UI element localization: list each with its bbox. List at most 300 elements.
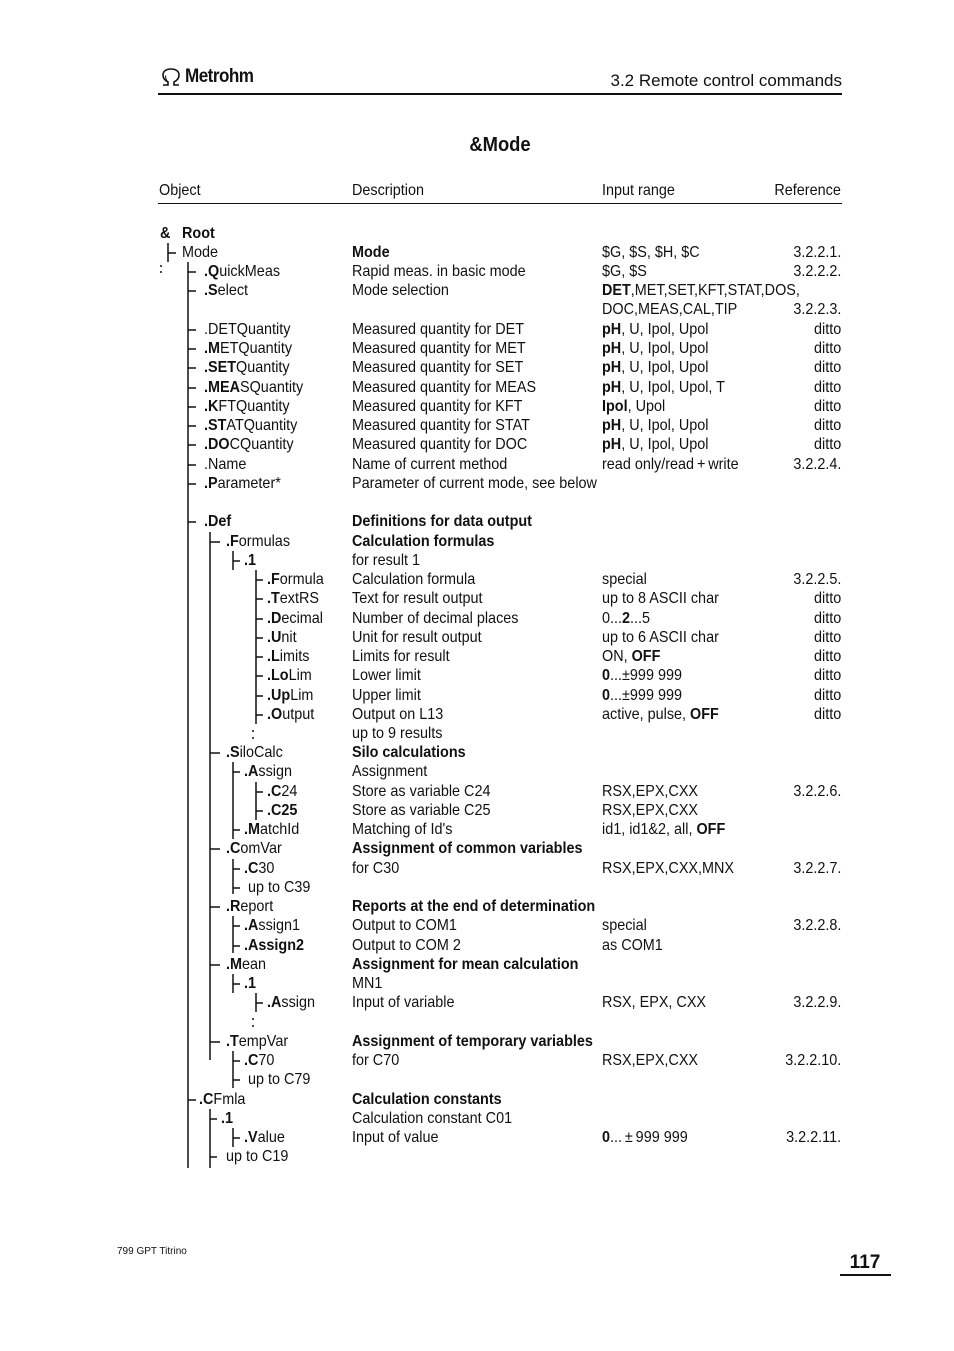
input-range-part: special (602, 917, 647, 934)
object-name (226, 1147, 288, 1166)
input-range (602, 820, 725, 839)
input-range (602, 782, 698, 801)
object-name-rest: .Name (204, 456, 247, 473)
table-row (0, 628, 954, 647)
object-name-rest: ssign (258, 763, 293, 780)
reference: ditto (813, 321, 841, 338)
object-name-rest: iloCalc (239, 744, 283, 761)
page-title: &Mode (469, 134, 531, 156)
description: Lower limit (352, 667, 421, 684)
description: Measured quantity for STAT (352, 417, 530, 434)
object-name (226, 532, 290, 551)
description: Mode (352, 244, 390, 261)
description: for C30 (352, 860, 400, 877)
object-name (267, 993, 315, 1012)
description: Number of decimal places (352, 610, 519, 627)
brand-name: Metrohm (185, 66, 254, 87)
object-name-key: .P (204, 475, 218, 492)
object-name (204, 435, 294, 454)
object-name (199, 1090, 245, 1109)
object-name (204, 358, 290, 377)
object-name-key: .O (267, 706, 283, 723)
input-range (602, 281, 800, 300)
input-range-part: OFF (631, 648, 661, 665)
table-row (0, 262, 954, 281)
object-name (267, 801, 297, 820)
table-row (0, 551, 954, 570)
object-name-rest: Mode (182, 244, 219, 261)
input-range-part: up to 8 ASCII char (602, 590, 719, 607)
reference: ditto (813, 648, 841, 665)
reference: ditto (813, 667, 841, 684)
object-name-key: .C (226, 840, 241, 857)
input-range-part: , U, Ipol, Upol (621, 359, 709, 376)
description: Calculation constants (352, 1091, 502, 1108)
input-range (602, 435, 708, 454)
table-row (0, 589, 954, 608)
object-name-key: .T (267, 590, 280, 607)
description: Matching of Id's (352, 821, 453, 838)
footer-product: 799 GPT Titrino (117, 1246, 187, 1257)
input-range-part: 0 (602, 667, 611, 684)
object-name-key: .R (226, 898, 241, 915)
input-range (602, 397, 665, 416)
object-name-rest: 70 (258, 1052, 275, 1069)
input-range-part: RSX,EPX,CXX (602, 1052, 699, 1069)
table-row (0, 532, 954, 551)
input-range-part: OFF (696, 821, 726, 838)
input-range-part: RSX,EPX,CXX (602, 802, 699, 819)
object-name (204, 474, 281, 493)
table-row (0, 1090, 954, 1109)
table-row (0, 705, 954, 724)
input-range-part: pH (602, 321, 622, 338)
table-row (0, 1147, 954, 1166)
table-row (0, 300, 954, 319)
input-range-part: , U, Ipol, Upol, T (621, 379, 725, 396)
object-name (244, 916, 300, 935)
object-name (182, 243, 218, 262)
reference: 3.2.2.10. (784, 1052, 841, 1069)
object-name-rest: ssign (281, 994, 316, 1011)
table-row (0, 435, 954, 454)
table-row (0, 358, 954, 377)
object-name (226, 1032, 288, 1051)
object-name-rest: up to C79 (248, 1071, 311, 1088)
table-row (0, 378, 954, 397)
object-name (182, 224, 215, 243)
reference: 3.2.2.6. (792, 783, 841, 800)
input-range-part: pH (602, 436, 622, 453)
description: Silo calculations (352, 744, 466, 761)
table-row (0, 416, 954, 435)
column-header-object: Object (159, 182, 201, 199)
object-name (267, 609, 323, 628)
description: Measured quantity for KFT (352, 398, 523, 415)
input-range (602, 666, 682, 685)
input-range-part: OFF (690, 706, 719, 723)
object-name-rest: omVar (240, 840, 282, 857)
object-name-rest: up to C39 (248, 879, 311, 896)
table-row (0, 839, 954, 858)
object-name-key: .M (204, 340, 221, 357)
input-range-part: as COM1 (602, 937, 663, 954)
object-name-key: .C (267, 783, 282, 800)
object-name (267, 589, 319, 608)
column-header-input-range: Input range (602, 182, 675, 199)
object-name-key: Root (182, 225, 215, 242)
object-name-key: .S (226, 744, 240, 761)
object-name-key: .1 (221, 1110, 234, 1127)
input-range-part: ON, (602, 648, 632, 665)
description: Store as variable C25 (352, 802, 491, 819)
object-name-rest: CQuantity (229, 436, 294, 453)
description: for C70 (352, 1052, 400, 1069)
reference: ditto (813, 417, 841, 434)
object-name-rest: utput (282, 706, 315, 723)
object-name (267, 782, 297, 801)
input-range-part: ...±999 999 (610, 667, 682, 684)
input-range-part: active, pulse, (602, 706, 691, 723)
table-row (0, 936, 954, 955)
reference: 3.2.2.4. (792, 456, 841, 473)
object-name-key: .L (267, 648, 280, 665)
description: Calculation formulas (352, 533, 495, 550)
object-name-rest: up to C19 (226, 1148, 289, 1165)
input-range (602, 1051, 698, 1070)
description: Definitions for data output (352, 513, 532, 530)
object-name-key: .U (267, 629, 282, 646)
object-name-key: .MEA (204, 379, 240, 396)
input-range-part: ...5 (630, 610, 651, 627)
input-range (602, 993, 706, 1012)
table-row (0, 878, 954, 897)
input-range (602, 339, 708, 358)
object-name-key: .A (244, 917, 259, 934)
object-name-rest: empVar (238, 1033, 289, 1050)
table-row (0, 1128, 954, 1147)
object-name-key: .1 (244, 975, 257, 992)
description: Measured quantity for DET (352, 321, 525, 338)
input-range (602, 1128, 688, 1147)
table-row (0, 455, 954, 474)
table-row (0, 666, 954, 685)
column-header-reference: Reference (774, 182, 841, 199)
object-name (204, 416, 297, 435)
object-name-rest: SQuantity (240, 379, 304, 396)
description: for result 1 (352, 552, 421, 569)
table-row (0, 609, 954, 628)
object-name-key: .ST (204, 417, 227, 434)
object-name (244, 551, 256, 570)
object-name-rest: eport (240, 898, 274, 915)
object-name-rest: FTQuantity (218, 398, 290, 415)
object-name (204, 378, 303, 397)
reference: 3.2.2.3. (792, 301, 841, 318)
table-row (0, 686, 954, 705)
description: Assignment of common variables (352, 840, 583, 857)
input-range-part: 0 (602, 687, 611, 704)
input-range-part: ,MET,SET,KFT,STAT,DOS, (630, 282, 800, 299)
table-row (0, 801, 954, 820)
object-name-rest: extRS (279, 590, 320, 607)
object-name-rest: ssign1 (258, 917, 301, 934)
description: Parameter of current mode, see below (352, 475, 597, 492)
input-range (602, 378, 725, 397)
description: Assignment for mean calculation (352, 956, 579, 973)
description: Upper limit (352, 687, 421, 704)
table-row (0, 243, 954, 262)
input-range (602, 705, 719, 724)
input-range-part: pH (602, 417, 622, 434)
object-name (204, 262, 280, 281)
object-name-rest: ATQuantity (226, 417, 298, 434)
input-range (602, 609, 650, 628)
description: Mode selection (352, 282, 449, 299)
input-range-part: RSX, EPX, CXX (602, 994, 707, 1011)
reference: ditto (813, 629, 841, 646)
object-name-key: .Assign2 (244, 937, 305, 954)
description: Rapid meas. in basic mode (352, 263, 526, 280)
description: Unit for result output (352, 629, 482, 646)
reference: ditto (813, 590, 841, 607)
object-name (267, 647, 309, 666)
description: Measured quantity for MEAS (352, 379, 537, 396)
input-range-part: RSX,EPX,CXX,MNX (602, 860, 735, 877)
object-name (244, 936, 304, 955)
object-name-key: .Q (204, 263, 220, 280)
object-name (244, 762, 292, 781)
input-range-part: up to 6 ASCII char (602, 629, 719, 646)
input-range (602, 320, 708, 339)
reference: 3.2.2.8. (792, 917, 841, 934)
object-name-key: .Def (204, 513, 232, 530)
input-range (602, 686, 682, 705)
description: Input of variable (352, 994, 455, 1011)
object-name (267, 628, 297, 647)
input-range-part: Ipol (602, 398, 628, 415)
object-name (204, 339, 292, 358)
description: Calculation formula (352, 571, 476, 588)
object-name (204, 397, 290, 416)
reference: 3.2.2.11. (786, 1129, 841, 1146)
object-name-rest: ETQuantity (220, 340, 293, 357)
description: Reports at the end of determination (352, 898, 596, 915)
object-name (204, 320, 290, 339)
input-range-part: ... ± 999 999 (610, 1129, 688, 1146)
column-header-description: Description (352, 182, 425, 199)
description: up to 9 results (352, 725, 443, 742)
object-name-rest: imits (279, 648, 310, 665)
input-range-part: id1, id1&2, all, (602, 821, 697, 838)
input-range-part: pH (602, 379, 622, 396)
reference: ditto (813, 610, 841, 627)
object-name-key: .Lo (267, 667, 289, 684)
object-name-key: .C (199, 1091, 214, 1108)
object-name (226, 743, 283, 762)
object-name-key: .C (244, 860, 259, 877)
page-number: 117 (849, 1252, 881, 1273)
table-row (0, 1109, 954, 1128)
reference: 3.2.2.9. (792, 994, 841, 1011)
table-row (0, 339, 954, 358)
description: Limits for result (352, 648, 450, 665)
reference: ditto (813, 436, 841, 453)
object-name-rest: ormulas (238, 533, 291, 550)
object-name-key: .Up (267, 687, 291, 704)
object-name (204, 512, 231, 531)
omega-logo-icon (160, 67, 182, 87)
table-row (0, 1051, 954, 1070)
object-name-rest: ean (242, 956, 267, 973)
object-name-key: .S (204, 282, 218, 299)
table-row (0, 570, 954, 589)
description: Measured quantity for DOC (352, 436, 528, 453)
reference: ditto (813, 706, 841, 723)
table-row (0, 859, 954, 878)
input-range-part: , U, Ipol, Upol (621, 340, 709, 357)
object-name-rest: ecimal (281, 610, 324, 627)
table-row (0, 993, 954, 1012)
input-range (602, 262, 647, 281)
input-range-part: , U, Ipol, Upol (621, 436, 709, 453)
input-range (602, 358, 708, 377)
object-name (244, 1051, 274, 1070)
description: Assignment (352, 763, 428, 780)
description: Calculation constant C01 (352, 1110, 513, 1127)
input-range-part: pH (602, 359, 622, 376)
table-row (0, 1032, 954, 1051)
object-name-key: .A (244, 763, 259, 780)
input-range (602, 859, 734, 878)
object-name-rest: Quantity (236, 359, 290, 376)
table-row (0, 762, 954, 781)
object-name-rest: arameter* (217, 475, 281, 492)
reference: ditto (813, 340, 841, 357)
input-range (602, 628, 719, 647)
reference: ditto (813, 687, 841, 704)
table-row (0, 955, 954, 974)
object-name (204, 455, 246, 474)
description: Measured quantity for SET (352, 359, 524, 376)
object-name-rest: elect (217, 282, 249, 299)
description: Assignment of temporary variables (352, 1033, 593, 1050)
object-name-key: .SET (204, 359, 237, 376)
input-range-part: $G, $S, $H, $C (602, 244, 700, 261)
reference: 3.2.2.5. (792, 571, 841, 588)
table-row (0, 820, 954, 839)
table-row (0, 320, 954, 339)
input-range-part: , U, Ipol, Upol (621, 417, 709, 434)
input-range-part: 0... (602, 610, 623, 627)
input-range (602, 936, 663, 955)
table-row (0, 281, 954, 300)
table-row (0, 224, 954, 243)
object-name-rest: Fmla (213, 1091, 246, 1108)
object-name (248, 1070, 310, 1089)
table-row (0, 897, 954, 916)
reference: 3.2.2.2. (792, 263, 841, 280)
input-range-part: 2 (622, 610, 631, 627)
object-name-rest: 24 (281, 783, 298, 800)
description: Output to COM 2 (352, 937, 461, 954)
object-name (226, 897, 273, 916)
reference: ditto (813, 398, 841, 415)
object-name-rest: uickMeas (219, 263, 281, 280)
input-range (602, 300, 737, 319)
description: Input of value (352, 1129, 439, 1146)
object-name-rest: 30 (258, 860, 275, 877)
description: Store as variable C24 (352, 783, 491, 800)
input-range (602, 916, 647, 935)
input-range-part: read only/read + write (602, 456, 739, 473)
input-range (602, 801, 698, 820)
object-name-key: .F (226, 533, 239, 550)
object-name-key: .M (226, 956, 243, 973)
table-row (0, 782, 954, 801)
object-name-key: .D (267, 610, 282, 627)
object-name-key: .T (226, 1033, 239, 1050)
input-range (602, 647, 660, 666)
section-title: 3.2 Remote control commands (610, 71, 842, 90)
table-row (0, 1070, 954, 1089)
input-range-part: ...±999 999 (610, 687, 682, 704)
object-name-key: .A (267, 994, 282, 1011)
object-name-key: .DO (204, 436, 230, 453)
object-name (204, 281, 248, 300)
brand-logo (160, 66, 261, 88)
description: Output on L13 (352, 706, 444, 723)
table-row (0, 743, 954, 762)
object-name (267, 705, 314, 724)
input-range-part: $G, $S (602, 263, 647, 280)
input-range-part: DET (602, 282, 631, 299)
object-name (267, 570, 324, 589)
description: Name of current method (352, 456, 508, 473)
reference: ditto (813, 359, 841, 376)
description: Output to COM1 (352, 917, 457, 934)
header-rule (158, 93, 842, 95)
object-name (226, 955, 266, 974)
reference: ditto (813, 379, 841, 396)
description: Measured quantity for MET (352, 340, 526, 357)
object-name-rest: nit (281, 629, 297, 646)
input-range (602, 570, 647, 589)
input-range (602, 243, 700, 262)
object-name (226, 839, 282, 858)
object-name-key: .K (204, 398, 219, 415)
input-range-part: RSX,EPX,CXX (602, 783, 699, 800)
reference: 3.2.2.1. (792, 244, 841, 261)
object-name-key: .F (267, 571, 280, 588)
input-range-part: , U, Ipol, Upol (621, 321, 709, 338)
object-name-rest: .DETQuantity (204, 321, 291, 338)
table-row (0, 916, 954, 935)
object-name-key: .M (244, 821, 261, 838)
table-row (0, 512, 954, 531)
object-name-rest: atchId (260, 821, 300, 838)
object-name (244, 1128, 285, 1147)
object-name-rest: Lim (290, 687, 314, 704)
table-row (0, 647, 954, 666)
object-name (244, 820, 299, 839)
table-row (0, 974, 954, 993)
object-name-rest: alue (257, 1129, 285, 1146)
input-range (602, 416, 708, 435)
input-range (602, 455, 739, 474)
input-range-part: special (602, 571, 647, 588)
object-name (221, 1109, 233, 1128)
